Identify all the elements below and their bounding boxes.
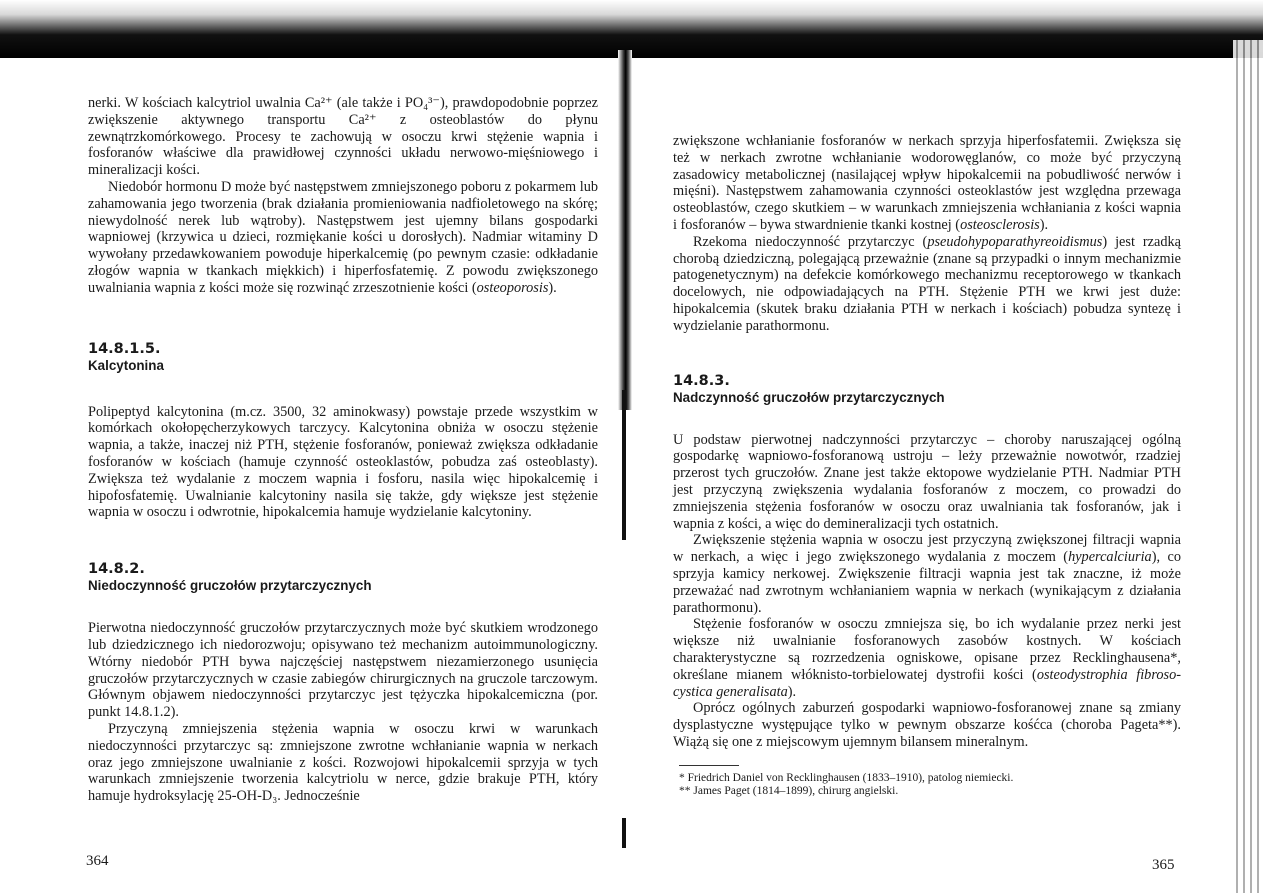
spine-mark	[622, 818, 626, 848]
pseudohypoparathyroidism-paragraph: Rzekoma niedoczynność przytarczyc (pseudohypoparathyreoidismus) jest rzadką chorobą dziedziczną, polegającą przeważnie (znane są przypadki o innym mechanizmie patogenetycznym) na defekcie komórkowego mechanizmu receptorowego w tkankach docelowych, nie odpowiadających na PTH. Stężenie PTH we krwi jest duże: hipokalcemia (skutek braku działania PTH w nerkach i kościach) pobudza syntezę i wydzielanie parathormonu.	[673, 233, 1181, 334]
hypoparathyroidism-paragraph-2: Przyczyną zmniejszenia stężenia wapnia w osoczu krwi w warunkach niedoczynności przytarczyc są: zmniejszone zwrotne wchłanianie wapnia w nerkach oraz jego zmniejszone uwalnianie z kości. Rozwojowi hipokalcemii sprzyja w tych warunkach zmniejszenie tworzenia kalcytriolu w nerce, gdzie brakuje PTH, który hamuje hydroksylację 25-OH-D₃. Jednocześnie	[88, 720, 598, 805]
calcitonin-paragraph: Polipeptyd kalcytonina (m.cz. 3500, 32 aminokwasy) powstaje przede wszystkim w komórkach okołopęcherzykowych tarczycy. Kalcytonina obniża w osoczu stężenie wapnia, a także, inaczej niż PTH, stężenie fosforanów, ponieważ zwiększa odkładanie fosforanów w kościach (hamuje czynność osteoklastów, pobudza zaś osteoblasty). Zwiększa też wydalanie z moczem wapnia i fosforu, nasila więc hipokalcemię i hipofosfatemię. Uwalnianie kalcytoniny nasila się także, gdy większe jest stężenie wapnia w osoczu i odwrotnie, hipokalcemia hamuje wydzielanie kalcytoniny.	[88, 403, 598, 521]
section-title: Kalcytonina	[88, 357, 164, 373]
hyperparathyroidism-paragraph-3: Stężenie fosforanów w osoczu zmniejsza się, bo ich wydalanie przez nerki jest większe niż uwalnianie fosforanowych zasobów kostnych. W kościach charakterystyczne są rozrzedzenia ogniskowe, opisane przez Recklinghausena*, określane mianem włóknisto-torbielowatej dystrofii kości (osteodystrophia fibroso-cystica generalisata).	[673, 616, 1181, 700]
hyperparathyroidism-paragraph-2: Zwiększenie stężenia wapnia w osoczu jest przyczyną zwiększonej filtracji wapnia w nerkach, a więc i jego zwiększonego wydalania z moczem (hypercalciuria), co sprzyja kamicy nerkowej. Zwiększenie filtracji wapnia jest tak znaczne, iż może przeważać nad zwrotnym wchłanianiem wapnia w nerkach (wynikającym z działania parathormonu).	[673, 532, 1182, 616]
hypoparathyroidism-paragraph-1: Pierwotna niedoczynność gruczołów przytarczycznych może być skutkiem wrodzonego lub dziedzicznego ich niedorozwoju; opisywano też mechanizm autoimmunologiczny. Wtórny niedobór PTH bywa najczęściej następstwem niezamierzonego usunięcia gruczołów przytarczycznych w czasie zabiegów chirurgicznych na gruczole tarczowym. Głównym objawem niedoczynności przytarczyc jest tężyczka hipokalcemiczna (por. punkt 14.8.1.2).	[88, 620, 598, 721]
footnote: * Friedrich Daniel von Recklinghausen (1833–1910), patolog niemiecki.	[679, 771, 1014, 784]
footnote: ** James Paget (1814–1899), chirurg angielski.	[679, 784, 899, 797]
section-number: 14.8.3.	[673, 372, 730, 389]
section-number: 14.8.2.	[88, 561, 145, 578]
page-edges	[1233, 40, 1263, 893]
section-heading-calcitonin	[88, 341, 598, 374]
spine-mark	[622, 390, 626, 540]
section-number: 14.8.1.5.	[88, 340, 161, 357]
book-spine	[618, 50, 632, 410]
section-heading-hypoparathyroidism	[88, 561, 598, 594]
right-page	[673, 95, 1181, 798]
hyperparathyroidism-paragraph-4: Oprócz ogólnych zaburzeń gospodarki wapniowo-fosforanowej znane są zmiany dysplastyczne występujące tylko w pewnym obszarze kośćca (choroba Pageta**). Wiążą się one z miejscowym ujemnym bilansem mineralnym.	[673, 700, 1181, 750]
continuation-paragraph: zwiększone wchłanianie fosforanów w nerkach sprzyja hiperfosfatemii. Zwiększa się też w nerkach zwrotne wchłanianie wodorowęglanów, co może być przyczyną zasadowicy metabolicznej (nasilającej wpływ hipokalcemii na pobudliwość nerwów i mięśni). Następstwem zahamowania czynności osteoklastów jest względna przewaga osteoblastów, czego skutkiem – w warunkach zmniejszenia wchłaniania z kości wapnia i fosforanów – bywa stwardnienie tkanki kostnej (osteosclerosis).	[673, 133, 1181, 233]
page-number-right: 365	[1152, 857, 1175, 873]
intro-paragraph-1: nerki. W kościach kalcytriol uwalnia Ca²⁺ (ale także i PO₄³⁻), prawdopodobnie poprzez zwiększenie aktywnego transportu Ca²⁺ z osteoblastów do płynu zewnątrzkomórkowego. Procesy te zachowują w osoczu krwi stężenie wapnia i fosforanów właściwe dla prawidłowej czynności układu nerwowo-mięśniowego i mineralizacji kości.	[88, 95, 598, 179]
footnote-rule	[679, 765, 739, 766]
intro-paragraph-2: Niedobór hormonu D może być następstwem zmniejszonego poboru z pokarmem lub zahamowania jego tworzenia (brak działania promieniowania nadfioletowego na skórę; niewydolność nerek lub wątroby). Następstwem jest ujemny bilans gospodarki wapniowej (krzywica u dzieci, rozmiękanie kości u dorosłych). Nadmiar witaminy D wywołany przedawkowaniem powoduje hiperkalcemię (po pewnym czasie: odkładanie złogów wapnia w tkankach miękkich) i hiperfosfatemię. Z powodu zwiększonego uwalniania wapnia z kości może się rozwinąć zrzeszotnienie kości (osteoporosis).	[88, 178, 598, 296]
section-heading-hyperparathyroidism	[673, 373, 1181, 406]
section-title: Nadczynność gruczołów przytarczycznych	[673, 389, 945, 405]
page-number-left: 364	[86, 853, 109, 869]
left-page	[88, 95, 598, 805]
hyperparathyroidism-paragraph-1: U podstaw pierwotnej nadczynności przytarczyc – choroby naruszającej ogólną gospodarkę wapniowo-fosforanową ustroju – leży przeważnie nowotwór, rzadziej przerost tych gruczołów. Znane jest także ektopowe wydzielanie PTH. Nadmiar PTH jest przyczyną zwiększenia wydalania fosforanów z moczem, co prowadzi do zmniejszenia stężenia fosforanów w osoczu oraz uwalniania tak fosforanów, jak i wapnia z kości, a więc do demineralizacji tych ostatnich.	[673, 431, 1181, 532]
section-title: Niedoczynność gruczołów przytarczycznych	[88, 578, 372, 594]
